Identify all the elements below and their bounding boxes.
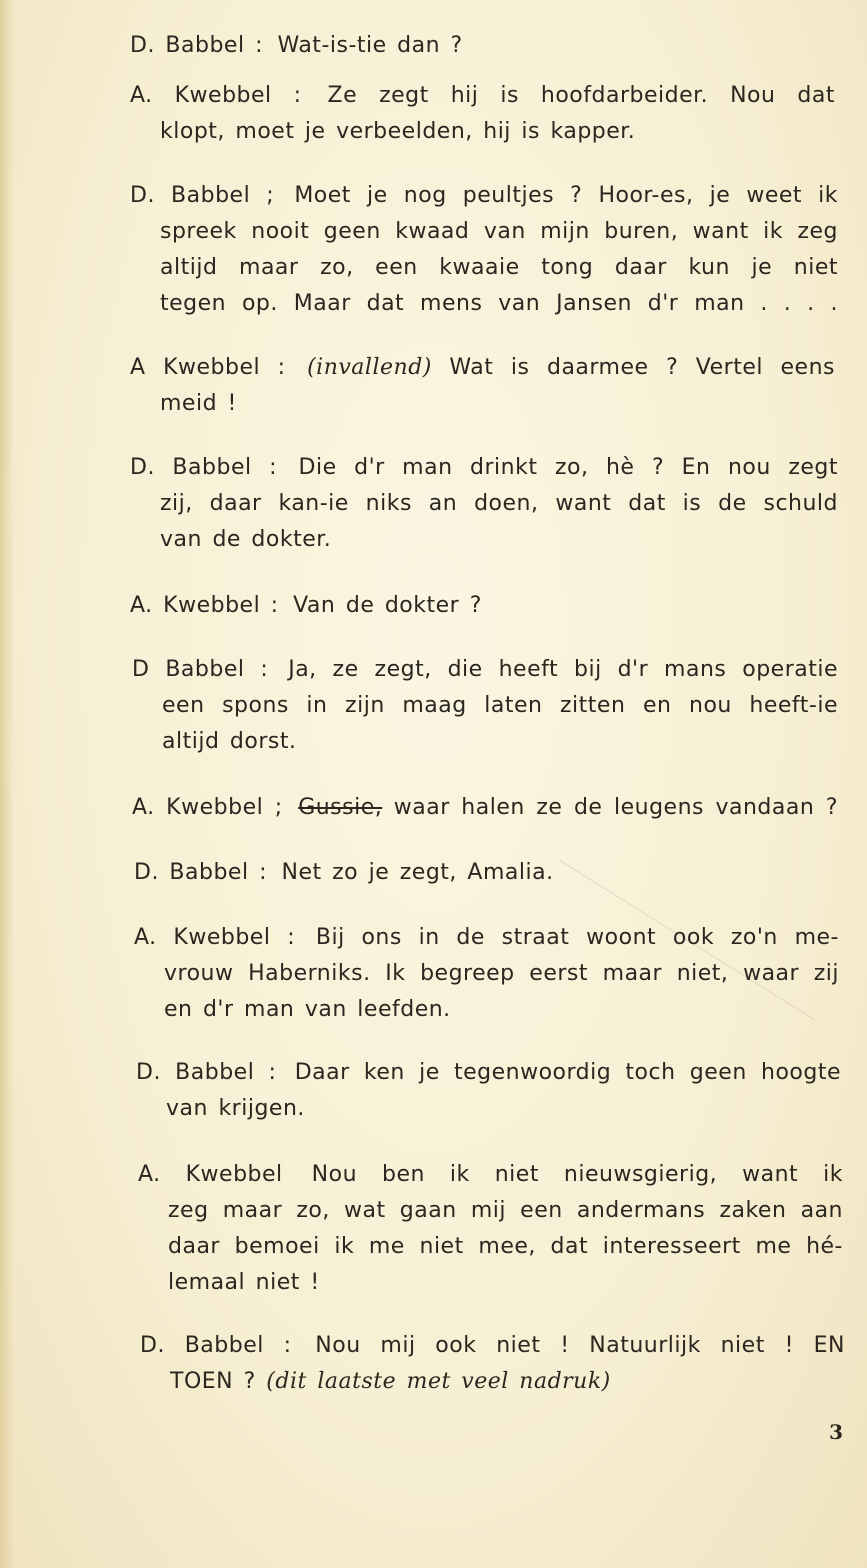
dialogue-text: Van de dokter ? xyxy=(293,593,482,618)
dialogue-line xyxy=(132,652,838,688)
dialogue-text: Nou ben ik niet nieuwsgierig, want ik xyxy=(311,1162,843,1187)
dialogue-entry xyxy=(130,588,835,624)
speaker-label: D Babbel : xyxy=(132,657,269,682)
dialogue-text: Wat-is-tie dan ? xyxy=(277,33,463,58)
dialogue-line xyxy=(130,588,835,624)
dialogue-text: Wat is daarmee ? Vertel eens xyxy=(449,355,835,380)
dialogue-entry xyxy=(134,920,839,1028)
speaker-label: D. Babbel : xyxy=(134,860,267,885)
dialogue-entry xyxy=(130,28,840,64)
speaker-label: D. Babbel : xyxy=(130,455,278,480)
speaker-label: D. Babbel : xyxy=(130,33,263,58)
speaker-label: A. Kwebbel : xyxy=(130,83,302,108)
dialogue-line: lemaal niet ! xyxy=(168,1270,320,1295)
dialogue-line xyxy=(132,790,838,826)
dialogue-entry xyxy=(130,178,838,322)
dialogue-entry xyxy=(132,652,838,760)
dialogue-line: zij, daar kan-ie niks an doen, want dat is de schuld xyxy=(160,491,838,516)
speaker-label: A Kwebbel : xyxy=(130,355,286,380)
dialogue-line: meid ! xyxy=(160,391,237,416)
dialogue-line xyxy=(130,450,838,486)
dialogue-line: daar bemoei ik me niet mee, dat interesseert me hé- xyxy=(168,1234,843,1259)
struck-word: Gussie, xyxy=(298,795,383,820)
dialogue-line: vrouw Haberniks. Ik begreep eerst maar niet, waar zij xyxy=(164,961,839,986)
dialogue-text: Daar ken je tegenwoordig toch geen hoogte xyxy=(294,1060,842,1085)
dialogue-line: een spons in zijn maag laten zitten en nou heeft-ie xyxy=(162,693,838,718)
dialogue-text: Ze zegt hij is hoofdarbeider. Nou dat xyxy=(327,83,835,108)
dialogue-line xyxy=(140,1364,845,1400)
dialogue-entry xyxy=(140,1328,845,1400)
page-number: 3 xyxy=(829,1420,843,1444)
dialogue-line: van de dokter. xyxy=(160,527,332,552)
speaker-label: D. Babbel : xyxy=(136,1060,277,1085)
dialogue-entry xyxy=(136,1055,841,1127)
dialogue-line: en d'r man van leefden. xyxy=(164,997,451,1022)
dialogue-line xyxy=(136,1055,841,1091)
dialogue-line: tegen op. Maar dat mens van Jansen d'r man . . . . xyxy=(160,291,838,316)
dialogue-line: altijd dorst. xyxy=(162,729,297,754)
dialogue-line xyxy=(134,855,839,891)
dialogue-text: Die d'r man drinkt zo, hè ? En nou zegt xyxy=(298,455,839,480)
dialogue-entry xyxy=(138,1157,843,1301)
dialogue-line xyxy=(130,350,835,386)
dialogue-entry xyxy=(130,350,835,422)
dialogue-text: Bij ons in de straat woont ook zo'n me- xyxy=(315,925,839,950)
dialogue-line xyxy=(130,78,835,114)
stage-direction: (dit laatste met veel nadruk) xyxy=(266,1369,611,1394)
speaker-label: D. Babbel ; xyxy=(130,183,275,208)
stage-direction: (invallend) xyxy=(307,355,432,380)
dialogue-line: van krijgen. xyxy=(166,1096,305,1121)
dialogue-entry xyxy=(130,78,835,150)
dialogue-entry xyxy=(134,855,839,891)
dialogue-line xyxy=(134,920,839,956)
dialogue-line: spreek nooit geen kwaad van mijn buren, want ik zeg xyxy=(160,219,838,244)
dialogue-line: zeg maar zo, wat gaan mij een andermans zaken aan xyxy=(168,1198,843,1223)
dialogue-text: TOEN ? xyxy=(170,1369,256,1394)
dialogue-text: waar halen ze de leugens vandaan ? xyxy=(393,795,839,820)
dialogue-line xyxy=(130,178,838,214)
dialogue-line xyxy=(130,28,840,64)
dialogue-line xyxy=(138,1157,843,1193)
speaker-label: A. Kwebbel ; xyxy=(132,795,283,820)
dialogue-text: Ja, ze zegt, die heeft bij d'r mans operatie xyxy=(288,657,839,682)
speaker-label: D. Babbel : xyxy=(140,1333,292,1358)
dialogue-entry xyxy=(130,450,838,558)
page-edge-shadow xyxy=(0,0,14,1568)
speaker-label: A. Kwebbel : xyxy=(130,593,279,618)
dialogue-text: Moet je nog peultjes ? Hoor-es, je weet ik xyxy=(294,183,838,208)
dialogue-line: altijd maar zo, een kwaaie tong daar kun je niet xyxy=(160,255,838,280)
dialogue-text: Net zo je zegt, Amalia. xyxy=(281,860,554,885)
dialogue-entry xyxy=(132,790,838,826)
speaker-label: A. Kwebbel : xyxy=(134,925,296,950)
speaker-label: A. Kwebbel xyxy=(138,1162,283,1187)
dialogue-text: Nou mij ook niet ! Natuurlijk niet ! EN xyxy=(315,1333,846,1358)
dialogue-line xyxy=(140,1328,845,1364)
dialogue-line: klopt, moet je verbeelden, hij is kapper. xyxy=(160,119,636,144)
